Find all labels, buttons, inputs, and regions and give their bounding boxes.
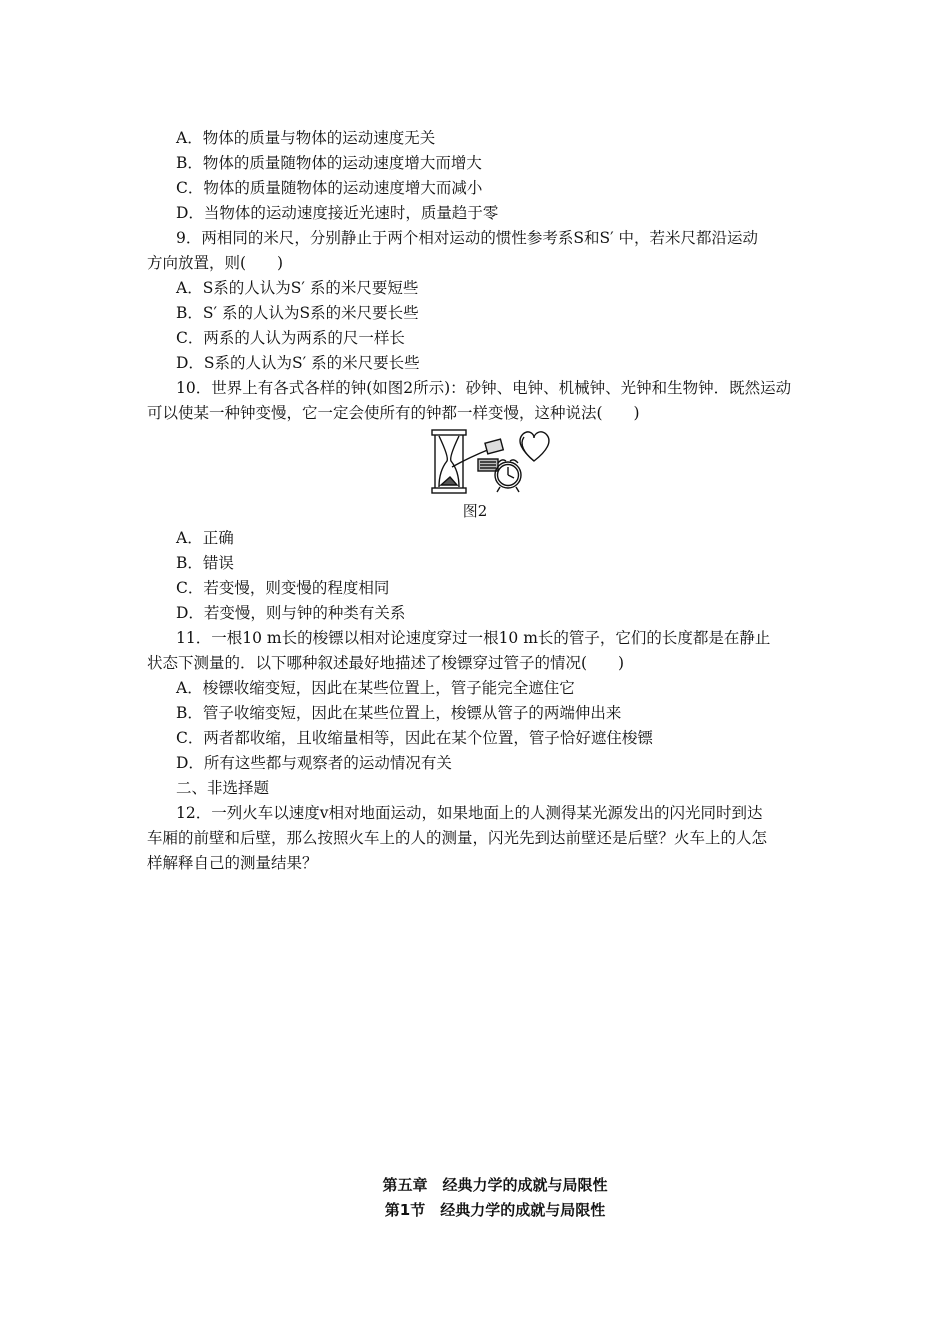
q9-stem-line2: 方向放置，则( ) <box>147 254 284 272</box>
q11-option-a: A．梭镖收缩变短，因此在某些位置上，管子能完全遮住它 <box>176 679 575 697</box>
q9-option-b: B．S′ 系的人认为S系的米尺要长些 <box>176 304 419 322</box>
q10-option-b: B．错误 <box>176 554 234 572</box>
q9-stem-line1: 9．两相同的米尺，分别静止于两个相对运动的惯性参考系S和S′ 中，若米尺都沿运动 <box>176 229 759 247</box>
q8-option-d: D．当物体的运动速度接近光速时，质量趋于零 <box>176 204 499 222</box>
q9-option-c: C．两系的人认为两系的尺一样长 <box>176 329 405 347</box>
q11-option-d: D．所有这些都与观察者的运动情况有关 <box>176 754 452 772</box>
figure-caption: 图2 <box>462 502 488 520</box>
q11-option-c: C．两者都收缩，且收缩量相等，因此在某个位置，管子恰好遮住梭镖 <box>176 729 653 747</box>
clocks-figure <box>430 427 554 497</box>
chapter-title: 第五章 经典力学的成就与局限性 <box>382 1176 608 1194</box>
section-heading: 二、非选择题 <box>176 779 270 797</box>
q11-option-b: B．管子收缩变短，因此在某些位置上，梭镖从管子的两端伸出来 <box>176 704 622 722</box>
q12-stem-line1: 12．一列火车以速度v相对地面运动，如果地面上的人测得某光源发出的闪光同时到达 <box>176 804 763 822</box>
q10-stem-line1: 10．世界上有各式各样的钟(如图2所示)：砂钟、电钟、机械钟、光钟和生物钟．既然运动 <box>176 379 792 397</box>
q10-option-c: C．若变慢，则变慢的程度相同 <box>176 579 390 597</box>
q10-option-d: D．若变慢，则与钟的种类有关系 <box>176 604 406 622</box>
electric-clock-icon <box>452 439 503 471</box>
alarm-clock-icon <box>495 460 521 492</box>
q9-option-d: D．S系的人认为S′ 系的米尺要长些 <box>176 354 420 372</box>
q12-stem-line2: 车厢的前壁和后壁，那么按照火车上的人的测量，闪光先到达前壁还是后壁？火车上的人怎 <box>147 829 768 847</box>
section-title: 第1节 经典力学的成就与局限性 <box>384 1201 606 1219</box>
q10-option-a: A．正确 <box>176 529 234 547</box>
q8-option-a: A．物体的质量与物体的运动速度无关 <box>176 129 436 147</box>
q12-stem-line3: 样解释自己的测量结果？ <box>147 854 318 872</box>
heart-icon <box>520 432 549 461</box>
q8-option-b: B．物体的质量随物体的运动速度增大而增大 <box>176 154 482 172</box>
q8-option-c: C．物体的质量随物体的运动速度增大而减小 <box>176 179 483 197</box>
q11-stem-line1: 11．一根10 m长的梭镖以相对论速度穿过一根10 m长的管子，它们的长度都是在静止 <box>176 629 771 647</box>
q10-stem-line2: 可以使某一种钟变慢，它一定会使所有的钟都一样变慢，这种说法( ) <box>147 404 640 422</box>
q11-stem-line2: 状态下测量的．以下哪种叙述最好地描述了梭镖穿过管子的情况( ) <box>147 654 625 672</box>
q9-option-a: A．S系的人认为S′ 系的米尺要短些 <box>176 279 419 297</box>
